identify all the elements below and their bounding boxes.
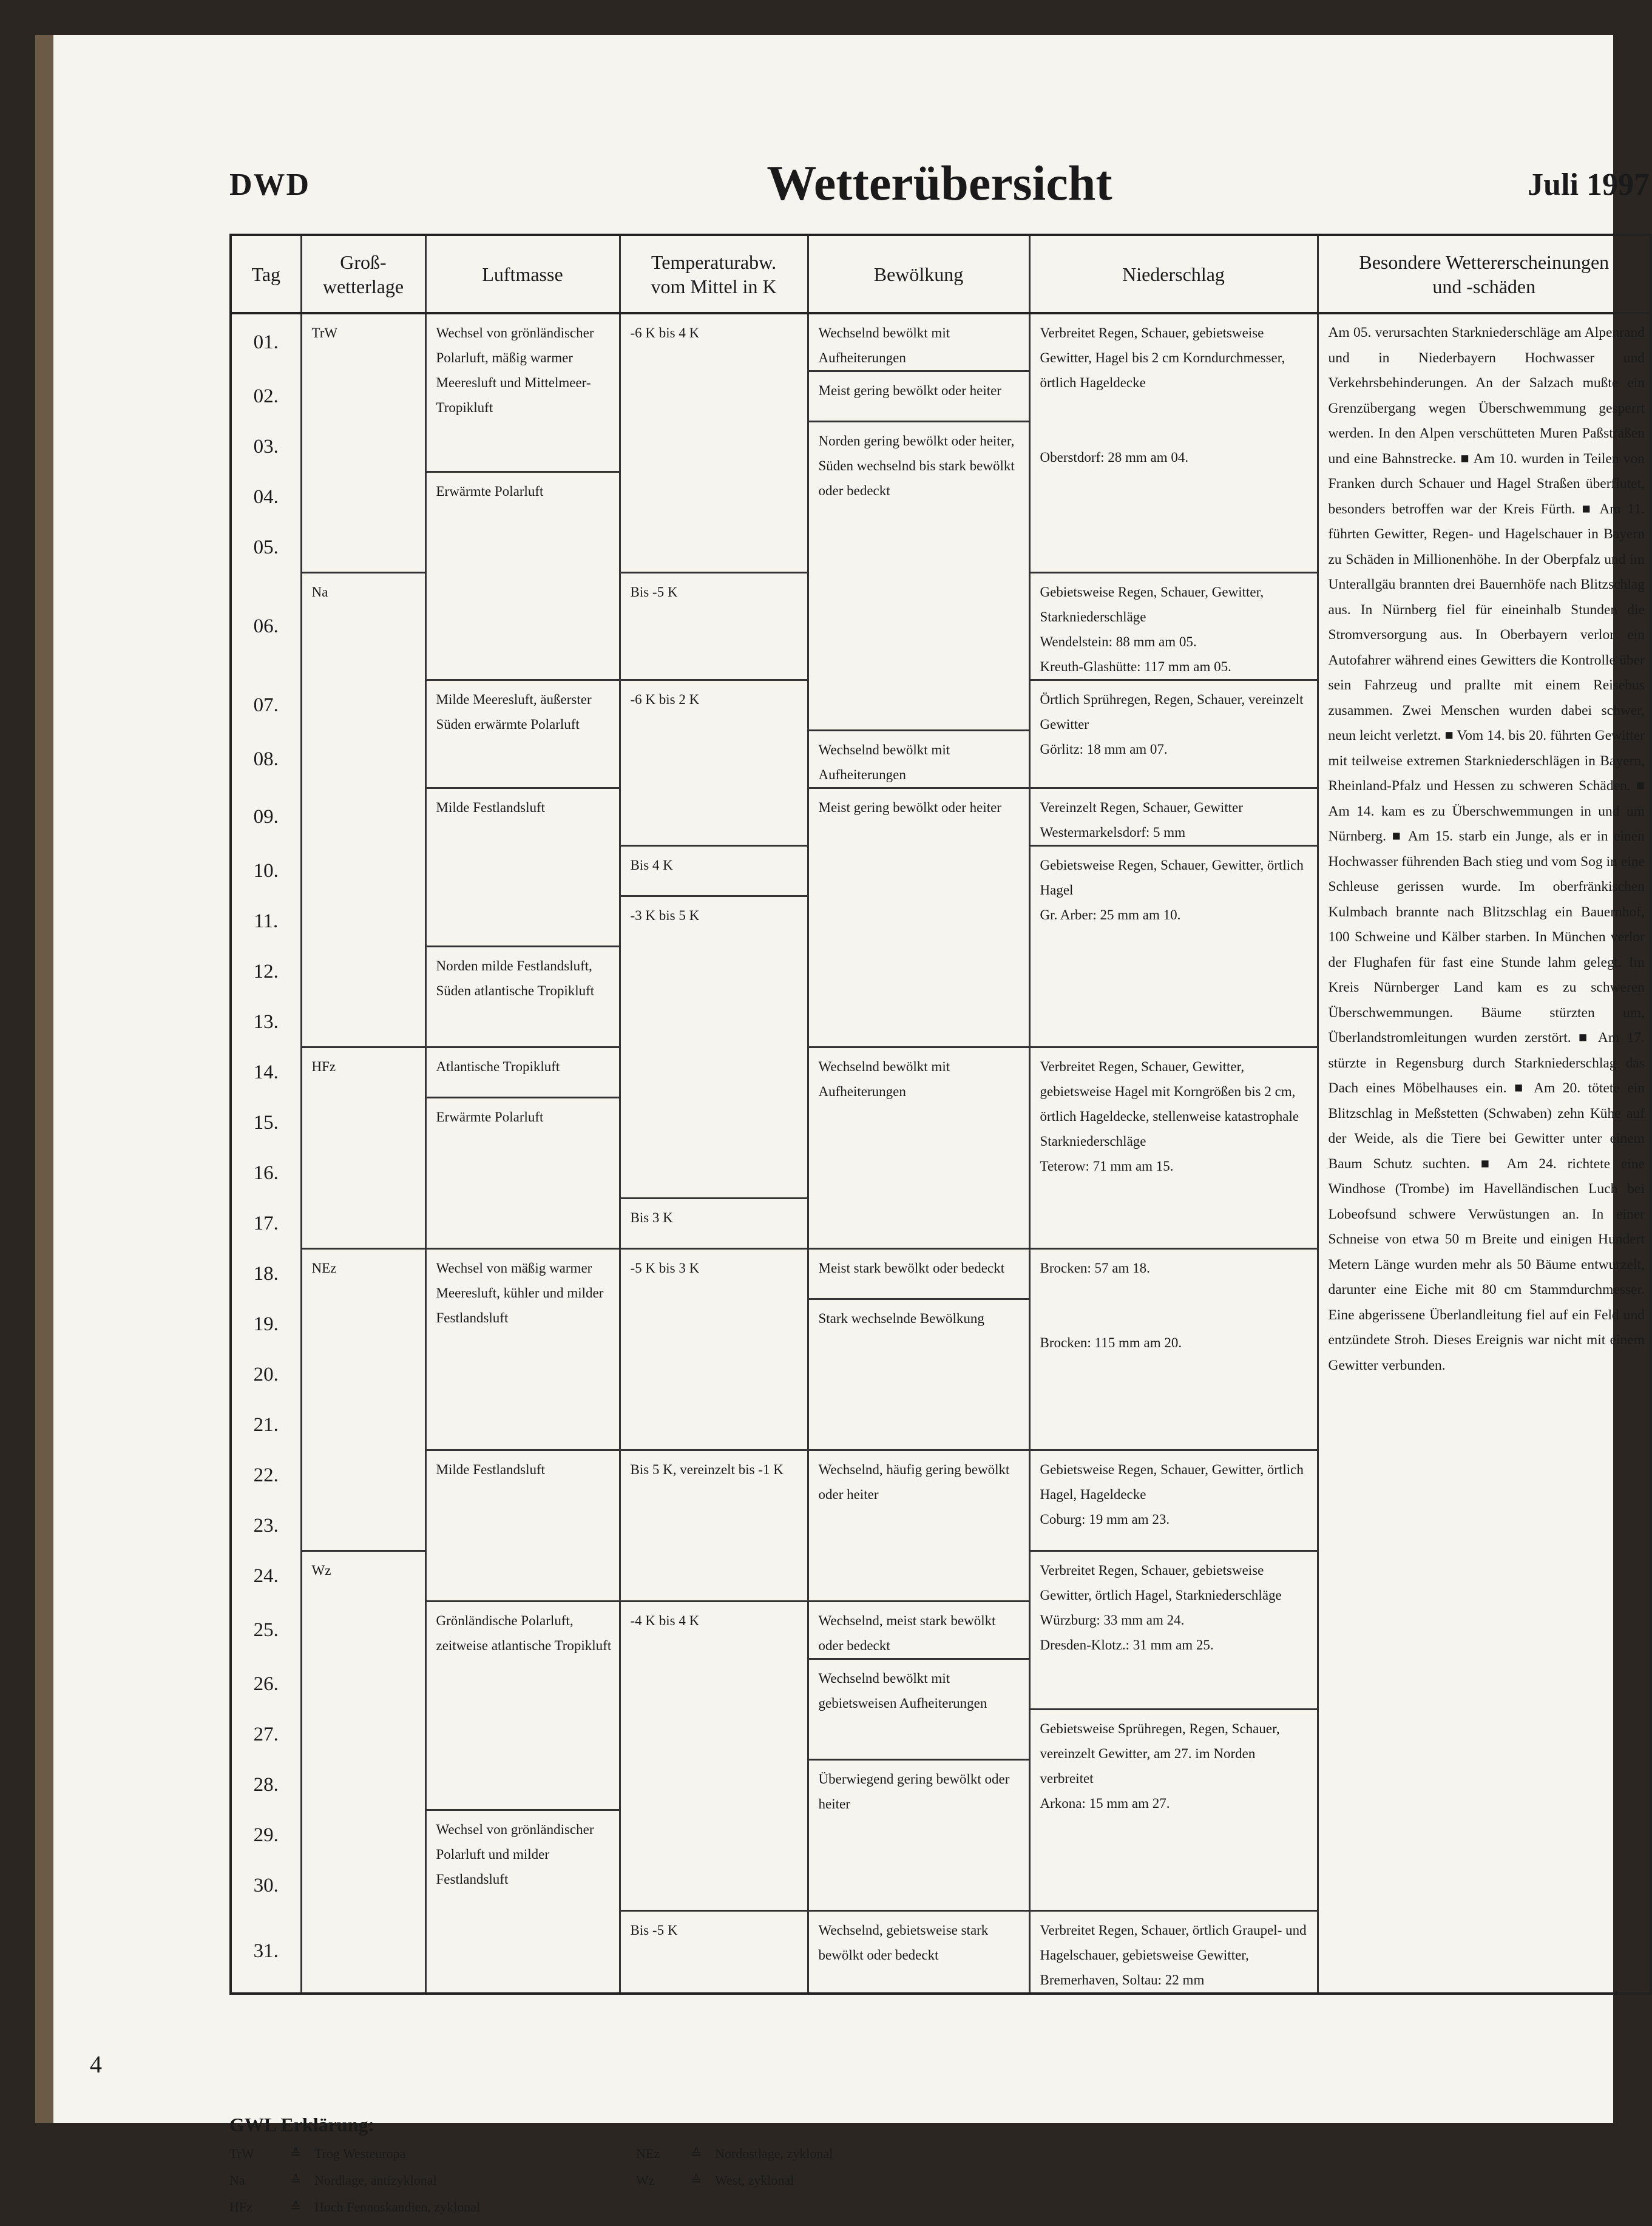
legend-title: GWL Erklärung: (229, 2114, 375, 2136)
book-page (35, 35, 1650, 2214)
niederschlag-cell: Verbreitet Regen, Schauer, Gewitter, gebietsweise Hagel mit Korngrößen bis 2 cm, örtlich Hageldecke, stellenweise katastrophale Starkniederschläge Teterow: 71 mm am 15. (1029, 1047, 1318, 1249)
niederschlag-cell: Verbreitet Regen, Schauer, gebietsweise Gewitter, örtlich Hagel, Starkniederschläge Würzburg: 33 mm am 24. Dresden-Klotz.: 31 mm am 25. (1029, 1551, 1318, 1710)
legend-code: TrW (229, 2146, 254, 2161)
column-header: Besondere Wettererscheinungen und -schäden (1318, 235, 1651, 313)
bewoelkung-cell: Wechselnd bewölkt mit Aufheiterungen (808, 731, 1029, 788)
day-cell: 20. (231, 1350, 301, 1400)
day-cell: 26. (231, 1659, 301, 1710)
gwl-cell: NEz (301, 1249, 425, 1551)
temperatur-cell: Bis -5 K (620, 1911, 808, 1994)
table-row (231, 313, 1651, 371)
column-header: Tag (231, 235, 301, 313)
legend-equals-icon: ≙ (691, 2173, 702, 2188)
day-cell: 21. (231, 1400, 301, 1450)
legend-equals-icon: ≙ (290, 2146, 302, 2161)
page-number: 4 (90, 2051, 102, 2078)
niederschlag-cell: Gebietsweise Regen, Schauer, Gewitter, Starkniederschläge Wendelstein: 88 mm am 05. Kreuth-Glashütte: 117 mm am 05. (1029, 573, 1318, 680)
header-month: Juli 1997 (1528, 167, 1650, 202)
day-cell: 07. (231, 680, 301, 731)
niederschlag-cell: Örtlich Sprühregen, Regen, Schauer, vereinzelt Gewitter Görlitz: 18 mm am 07. (1029, 680, 1318, 788)
temperatur-cell: -4 K bis 4 K (620, 1602, 808, 1911)
temperatur-cell: Bis -5 K (620, 573, 808, 680)
column-header: Luftmasse (425, 235, 620, 313)
bewoelkung-cell: Meist stark bewölkt oder bedeckt (808, 1249, 1029, 1299)
day-cell: 27. (231, 1710, 301, 1760)
luftmasse-cell: Erwärmte Polarluft (425, 472, 620, 680)
day-cell: 31. (231, 1911, 301, 1994)
legend-code: NEz (636, 2146, 660, 2161)
bewoelkung-cell: Wechselnd bewölkt mit Aufheiterungen (808, 313, 1029, 371)
day-cell: 03. (231, 422, 301, 472)
bewoelkung-cell: Wechselnd, häufig gering bewölkt oder heiter (808, 1450, 1029, 1602)
bewoelkung-cell: Stark wechselnde Bewölkung (808, 1299, 1029, 1450)
day-cell: 05. (231, 523, 301, 573)
day-cell: 10. (231, 846, 301, 896)
day-cell: 18. (231, 1249, 301, 1299)
legend-text: West, zyklonal (715, 2173, 794, 2188)
besondere-cell: Am 05. verursachten Starkniederschläge am Alpenrand und in Niederbayern Hochwasser und Verkehrsbehinderungen. An der Salzach mußte ein Grenzübergang wegen Überschwemmung gesperrt werden. In den Alpen verschütteten Muren Paßstraßen und eine Bahnstrecke. ■ Am 10. wurden in Teilen von Franken durch Schauer und Hagel Straßen überflutet, besonders betroffen war der Kreis Fürth. ■ Am 11. führten Gewitter, Regen- und Hagelschauer in Bayern zu Schäden in Millionenhöhe. In der Oberpfalz und im Unterallgäu brannten drei Bauernhöfe nach Blitzschlag aus. In Nürnberg fiel für eineinhalb Stunden die Stromversorgung aus. In Oberbayern verlor ein Autofahrer während eines Gewitters die Kontrolle über sein Fahrzeug und prallte mit einem Reisebus zusammen. Zwei Menschen wurden dabei schwer, neun leicht verletzt. ■ Vom 14. bis 20. führten Gewitter mit teilweise extremen Starkniederschlägen in Bayern, Rheinland-Pfalz und Hessen zu schweren Schäden. ■ Am 14. kam es zu Überschwemmungen in und um Nürnberg. ■ Am 15. starb ein Junge, als er in einen Hochwasser führenden Bach stieg und vom Sog in eine Schleuse gerissen wurde. Im oberfränkischen Kulmbach brannte nach Blitzschlag ein Bauernhof, 100 Schweine und Kälber starben. In München verlor der Flughafen für fast eine Stunde lahm gelegt. Im Kreis Nürnberger Land kam es zu schweren Überschwemmungen. Bäume stürzten um, Überlandstromleitungen wurden zerstört. ■ Am 17. stürzte in Regensburg durch Starkniederschlag das Dach eines Möbelhauses ein. ■ Am 20. tötete ein Blitzschlag in Meßstetten (Schwaben) zehn Kühe auf der Weide, als die Tiere bei Gewitter unter einem Baum Schutz suchten. ■ Am 24. richtete eine Windhose (Trombe) im Havelländischen Luch bei Lobeofsund schwere Verwüstungen an. In einer Schneise von etwa 50 m Breite und einigen Hundert Metern Länge wurden mehr als 50 Bäume entwurzelt, darunter eine Eiche mit 80 cm Stammdurchmesser. Eine abgerissene Überlandleitung fiel auf ein Feld und entzündete Stroh. Dieses Ereignis war nicht mit einem Gewitter verbunden. (1318, 313, 1651, 1994)
bewoelkung-cell: Meist gering bewölkt oder heiter (808, 788, 1029, 1047)
column-header: Temperaturabw. vom Mittel in K (620, 235, 808, 313)
day-cell: 30. (231, 1861, 301, 1911)
day-cell: 09. (231, 788, 301, 846)
page-title: Wetterübersicht (767, 155, 1112, 211)
day-cell: 14. (231, 1047, 301, 1098)
day-cell: 01. (231, 313, 301, 371)
day-cell: 22. (231, 1450, 301, 1501)
day-cell: 11. (231, 896, 301, 947)
luftmasse-cell: Milde Festlandsluft (425, 788, 620, 947)
luftmasse-cell: Milde Meeresluft, äußerster Süden erwärmte Polarluft (425, 680, 620, 788)
day-cell: 12. (231, 947, 301, 997)
temperatur-cell: -5 K bis 3 K (620, 1249, 808, 1450)
bewoelkung-cell: Wechselnd bewölkt mit Aufheiterungen (808, 1047, 1029, 1249)
niederschlag-cell: Gebietsweise Regen, Schauer, Gewitter, örtlich Hagel Gr. Arber: 25 mm am 10. (1029, 846, 1318, 1047)
column-header: Bewölkung (808, 235, 1029, 313)
legend-row (229, 2146, 1650, 2173)
luftmasse-cell: Wechsel von mäßig warmer Meeresluft, kühler und milder Festlandsluft (425, 1249, 620, 1450)
day-cell: 28. (231, 1760, 301, 1810)
header-dwd: DWD (229, 167, 311, 202)
day-cell: 23. (231, 1501, 301, 1551)
day-cell: 06. (231, 573, 301, 680)
luftmasse-cell: Norden milde Festlandsluft, Süden atlantische Tropikluft (425, 947, 620, 1047)
legend-rows (229, 2146, 1650, 2226)
bewoelkung-cell: Norden gering bewölkt oder heiter, Süden wechselnd bis stark bewölkt oder bedeckt (808, 422, 1029, 731)
column-header: Niederschlag (1029, 235, 1318, 313)
day-cell: 04. (231, 472, 301, 523)
luftmasse-cell: Atlantische Tropikluft (425, 1047, 620, 1098)
legend-code: Wz (636, 2173, 655, 2188)
bewoelkung-cell: Meist gering bewölkt oder heiter (808, 371, 1029, 422)
niederschlag-cell: Vereinzelt Regen, Schauer, Gewitter Westermarkelsdorf: 5 mm (1029, 788, 1318, 846)
table-header-row (231, 235, 1651, 313)
luftmasse-cell: Wechsel von grönländischer Polarluft und milder Festlandsluft (425, 1810, 620, 1994)
legend-code: Na (229, 2173, 245, 2188)
gwl-cell: Na (301, 573, 425, 1047)
temperatur-cell: -6 K bis 2 K (620, 680, 808, 846)
day-cell: 17. (231, 1199, 301, 1249)
weather-table (229, 234, 1652, 1995)
luftmasse-cell: Wechsel von grönländischer Polarluft, mäßig warmer Meeresluft und Mittelmeer-Tropikluft (425, 313, 620, 472)
niederschlag-cell: Brocken: 57 am 18. Brocken: 115 mm am 20. (1029, 1249, 1318, 1450)
temperatur-cell: Bis 5 K, vereinzelt bis -1 K (620, 1450, 808, 1602)
bewoelkung-cell: Wechselnd, meist stark bewölkt oder bedeckt (808, 1602, 1029, 1659)
niederschlag-cell: Verbreitet Regen, Schauer, örtlich Graupel- und Hagelschauer, gebietsweise Gewitter, Bremerhaven, Soltau: 22 mm (1029, 1911, 1318, 1994)
luftmasse-cell: Grönländische Polarluft, zeitweise atlantische Tropikluft (425, 1602, 620, 1810)
gwl-cell: Wz (301, 1551, 425, 1994)
niederschlag-cell: Gebietsweise Regen, Schauer, Gewitter, örtlich Hagel, Hageldecke Coburg: 19 mm am 23. (1029, 1450, 1318, 1551)
temperatur-cell: -3 K bis 5 K (620, 896, 808, 1199)
day-cell: 25. (231, 1602, 301, 1659)
day-cell: 24. (231, 1551, 301, 1602)
day-cell: 08. (231, 731, 301, 788)
bewoelkung-cell: Wechselnd, gebietsweise stark bewölkt oder bedeckt (808, 1911, 1029, 1994)
day-cell: 16. (231, 1148, 301, 1199)
legend-equals-icon: ≙ (691, 2146, 702, 2161)
luftmasse-cell: Milde Festlandsluft (425, 1450, 620, 1602)
legend-equals-icon: ≙ (290, 2199, 302, 2214)
temperatur-cell: Bis 3 K (620, 1199, 808, 1249)
legend-row (229, 2199, 1650, 2226)
bewoelkung-cell: Überwiegend gering bewölkt oder heiter (808, 1760, 1029, 1911)
bewoelkung-cell: Wechselnd bewölkt mit gebietsweisen Aufheiterungen (808, 1659, 1029, 1760)
gwl-legend (229, 2114, 1650, 2226)
temperatur-cell: Bis 4 K (620, 846, 808, 896)
day-cell: 02. (231, 371, 301, 422)
legend-text: Trog Westeuropa (314, 2146, 406, 2161)
luftmasse-cell: Erwärmte Polarluft (425, 1098, 620, 1249)
column-header: Groß- wetterlage (301, 235, 425, 313)
gwl-cell: TrW (301, 313, 425, 573)
day-cell: 19. (231, 1299, 301, 1350)
page-content (229, 129, 1650, 2214)
day-cell: 15. (231, 1098, 301, 1148)
day-cell: 13. (231, 997, 301, 1047)
page-header (229, 129, 1650, 220)
legend-text: Nordlage, antizyklonal (314, 2173, 437, 2188)
niederschlag-cell: Gebietsweise Sprühregen, Regen, Schauer, vereinzelt Gewitter, am 27. im Norden verbreitet Arkona: 15 mm am 27. (1029, 1710, 1318, 1911)
table-body (231, 313, 1651, 1994)
temperatur-cell: -6 K bis 4 K (620, 313, 808, 573)
legend-equals-icon: ≙ (290, 2173, 302, 2188)
gwl-cell: HFz (301, 1047, 425, 1249)
legend-code: HFz (229, 2199, 252, 2214)
day-cell: 29. (231, 1810, 301, 1861)
legend-text: Nordostlage, zyklonal (715, 2146, 833, 2161)
legend-text: Hoch Fennoskandien, zyklonal (314, 2199, 481, 2214)
legend-row (229, 2173, 1650, 2199)
niederschlag-cell: Verbreitet Regen, Schauer, gebietsweise Gewitter, Hagel bis 2 cm Korndurchmesser, örtlich Hageldecke Oberstdorf: 28 mm am 04. (1029, 313, 1318, 573)
